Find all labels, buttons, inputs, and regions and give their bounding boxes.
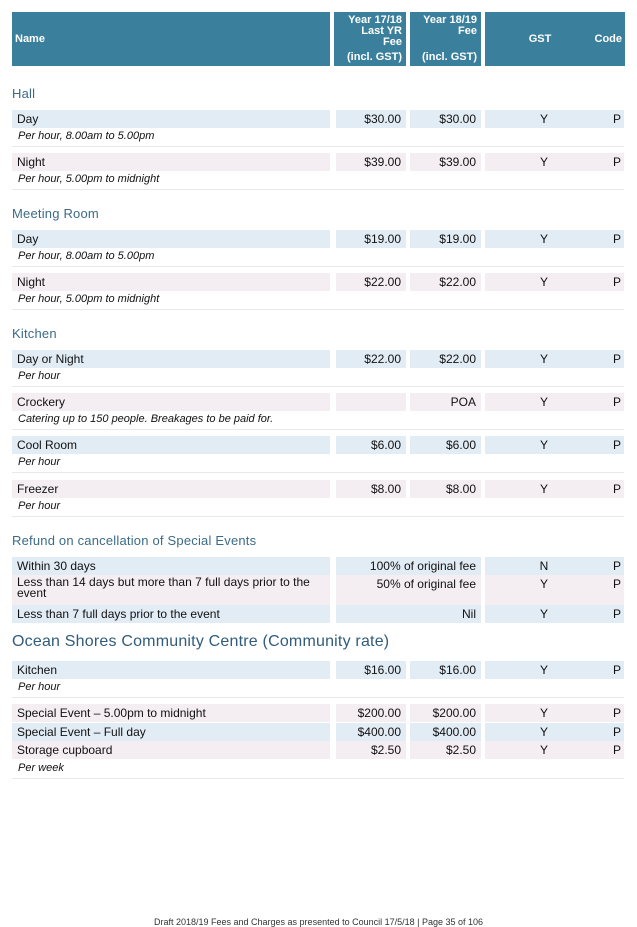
- row-description: Per hour, 8.00am to 5.00pm: [12, 247, 624, 267]
- column-header-current-year: Year 18/19 Fee (incl. GST): [410, 12, 481, 66]
- row-name: Day: [12, 230, 330, 248]
- row-fee: Nil: [336, 605, 481, 623]
- row-gst: Y: [485, 480, 603, 498]
- row-name: Night: [12, 153, 330, 171]
- row-code: P: [603, 557, 624, 575]
- table-row: [12, 350, 624, 368]
- row-gst: Y: [485, 350, 603, 368]
- row-gst: Y: [485, 741, 603, 759]
- row-code: P: [603, 393, 624, 411]
- row-current-fee: $30.00: [410, 110, 481, 128]
- row-gst: Y: [485, 723, 603, 741]
- row-description: Catering up to 150 people. Breakages to be paid for.: [12, 410, 624, 430]
- row-code: P: [603, 153, 624, 171]
- row-description: Per hour, 5.00pm to midnight: [12, 170, 624, 190]
- row-current-fee: $16.00: [410, 661, 481, 679]
- row-gst: Y: [485, 273, 603, 291]
- row-current-fee: $6.00: [410, 436, 481, 454]
- row-name: Less than 14 days but more than 7 full days prior to the event: [12, 575, 330, 605]
- row-gst: Y: [485, 704, 603, 722]
- row-gst: N: [485, 557, 603, 575]
- page-footer: Draft 2018/19 Fees and Charges as presented to Council 17/5/18 | Page 35 of 106: [153, 917, 484, 927]
- row-code: P: [603, 436, 624, 454]
- row-code: P: [603, 273, 624, 291]
- row-description: Per hour: [12, 367, 624, 387]
- column-header-code: Code: [595, 12, 625, 66]
- row-code: P: [603, 605, 624, 623]
- row-code: P: [603, 704, 624, 722]
- row-name: Night: [12, 273, 330, 291]
- row-gst: Y: [485, 436, 603, 454]
- table-row: [12, 661, 624, 679]
- row-current-fee: $39.00: [410, 153, 481, 171]
- row-code: P: [603, 480, 624, 498]
- row-current-fee: $8.00: [410, 480, 481, 498]
- column-header-name: Name: [12, 12, 330, 66]
- row-current-fee: $2.50: [410, 741, 481, 759]
- row-current-fee: $400.00: [410, 723, 481, 741]
- row-name: Less than 7 full days prior to the event: [12, 605, 330, 623]
- section-title-ocean-shores: Ocean Shores Community Centre (Community rate): [12, 633, 390, 650]
- row-code: P: [603, 575, 624, 605]
- row-name: Day or Night: [12, 350, 330, 368]
- row-description: Per week: [12, 759, 624, 779]
- row-prev-fee: $16.00: [336, 661, 406, 679]
- row-code: P: [603, 723, 624, 741]
- row-prev-fee: $8.00: [336, 480, 406, 498]
- row-prev-fee: $6.00: [336, 436, 406, 454]
- row-name: Special Event – Full day: [12, 723, 330, 741]
- column-header-gst: GST: [485, 12, 595, 66]
- row-gst: Y: [485, 153, 603, 171]
- table-row: [12, 704, 624, 722]
- row-current-fee: POA: [410, 393, 481, 411]
- row-name: Crockery: [12, 393, 330, 411]
- row-prev-fee: $2.50: [336, 741, 406, 759]
- row-name: Special Event – 5.00pm to midnight: [12, 704, 330, 722]
- row-description: Per hour: [12, 453, 624, 473]
- table-row: [12, 557, 624, 575]
- row-description: Per hour: [12, 497, 624, 517]
- row-current-fee: $22.00: [410, 350, 481, 368]
- row-current-fee: $22.00: [410, 273, 481, 291]
- row-fee: 50% of original fee: [336, 575, 481, 605]
- row-name: Storage cupboard: [12, 741, 330, 759]
- row-gst: Y: [485, 661, 603, 679]
- row-name: Freezer: [12, 480, 330, 498]
- row-name: Day: [12, 110, 330, 128]
- table-row: [12, 575, 624, 605]
- table-row: [12, 605, 624, 623]
- row-gst: Y: [485, 605, 603, 623]
- table-row: [12, 230, 624, 248]
- table-row: [12, 273, 624, 291]
- column-header-prev-year: Year 17/18 Last YR Fee (incl. GST): [334, 12, 406, 66]
- row-current-fee: $200.00: [410, 704, 481, 722]
- table-row: [12, 741, 624, 759]
- table-row: [12, 153, 624, 171]
- row-prev-fee: $30.00: [336, 110, 406, 128]
- row-code: P: [603, 230, 624, 248]
- section-title-refund: Refund on cancellation of Special Events: [12, 533, 257, 548]
- row-description: Per hour, 5.00pm to midnight: [12, 290, 624, 310]
- table-row: [12, 110, 624, 128]
- section-title-kitchen: Kitchen: [12, 326, 57, 341]
- row-name: Within 30 days: [12, 557, 330, 575]
- row-fee: 100% of original fee: [336, 557, 481, 575]
- row-gst: Y: [485, 393, 603, 411]
- row-prev-fee: [336, 393, 406, 411]
- row-description: Per hour, 8.00am to 5.00pm: [12, 127, 624, 147]
- row-prev-fee: $22.00: [336, 350, 406, 368]
- row-name: Cool Room: [12, 436, 330, 454]
- row-code: P: [603, 661, 624, 679]
- row-prev-fee: $400.00: [336, 723, 406, 741]
- table-row: [12, 480, 624, 498]
- row-name: Kitchen: [12, 661, 330, 679]
- row-prev-fee: $19.00: [336, 230, 406, 248]
- row-gst: Y: [485, 230, 603, 248]
- section-title-meeting-room: Meeting Room: [12, 206, 99, 221]
- row-prev-fee: $22.00: [336, 273, 406, 291]
- row-code: P: [603, 350, 624, 368]
- table-row: [12, 723, 624, 741]
- row-code: P: [603, 741, 624, 759]
- row-current-fee: $19.00: [410, 230, 481, 248]
- row-code: P: [603, 110, 624, 128]
- row-prev-fee: $39.00: [336, 153, 406, 171]
- row-gst: Y: [485, 110, 603, 128]
- row-gst: Y: [485, 575, 603, 605]
- row-description: Per hour: [12, 678, 624, 698]
- row-prev-fee: $200.00: [336, 704, 406, 722]
- table-row: [12, 393, 624, 411]
- table-row: [12, 436, 624, 454]
- section-title-hall: Hall: [12, 86, 36, 101]
